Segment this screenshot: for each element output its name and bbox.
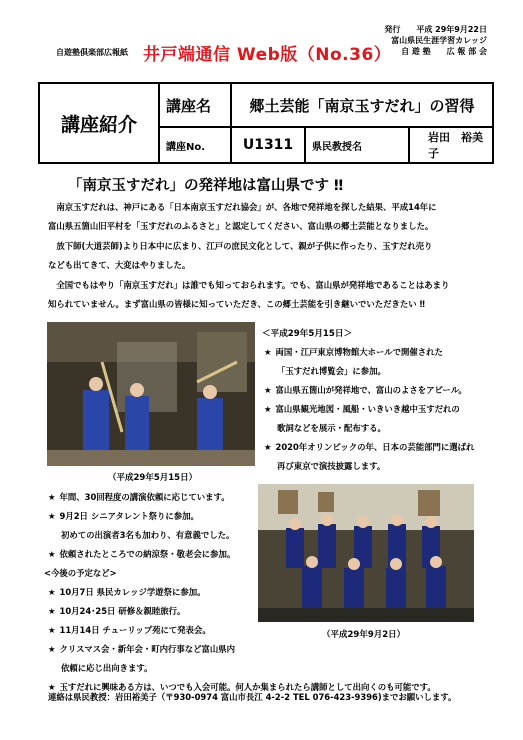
plans-heading: <今後の予定など> bbox=[44, 568, 117, 578]
star-bullet-icon: ★ bbox=[264, 404, 272, 414]
intro-paragraph bbox=[48, 198, 480, 314]
plan-item-text: 11月14日 チューリップ苑にて発表会。 bbox=[59, 625, 211, 635]
contact-footer: 連絡は県民教授：岩田裕美子（〒930-0974 富山市長江 4-2-2 TEL 076-423-9396)までお願いします。 bbox=[48, 692, 457, 702]
event-item-text: 富山県五箇山が発祥地で、富山のよさをアピール。 bbox=[275, 385, 467, 395]
club-name: 自遊塾倶楽部広報紙 bbox=[56, 48, 128, 57]
headline: 「南京玉すだれ」の発祥地は富山県です ‼ bbox=[68, 178, 344, 194]
issuer-block bbox=[384, 24, 487, 57]
course-name-label: 講座名 bbox=[159, 83, 231, 127]
issuer-dept: 自 遊 塾 広 報 部 会 bbox=[401, 47, 487, 56]
event-item bbox=[264, 419, 474, 438]
plan-item-text: 玉すだれに興味ある方は、いつでも入会可能。何人か集まられたら講師として出向くのも可能です。 bbox=[59, 682, 436, 692]
star-bullet-icon: ★ bbox=[48, 644, 56, 654]
plan-item-text: クリスマス会・新年会・町内行事など富山県内 bbox=[59, 644, 236, 654]
intro-line: 南京玉すだれは、神戸にある「日本南京玉すだれ協会」が、各地で発祥地を探した結果、平成14年に bbox=[48, 202, 437, 212]
event-item-text: 2020年オリンピックの年、日本の芸能部門に選ばれ bbox=[275, 442, 475, 452]
issue-date: 発行 平成 29年9月22日 bbox=[384, 25, 487, 34]
activity-item bbox=[48, 488, 235, 507]
star-bullet-icon: ★ bbox=[48, 682, 56, 692]
intro-line: なども出てきて、大変はやりました。 bbox=[48, 260, 191, 271]
event-item-text: 富山県観光地図・風船・いきいき越中玉すだれの bbox=[275, 404, 460, 414]
event-item bbox=[264, 400, 474, 419]
event-item-text: 両国・江戸東京博物館大ホールで開催された bbox=[275, 347, 443, 357]
star-bullet-icon: ★ bbox=[48, 606, 56, 616]
star-bullet-icon: ★ bbox=[48, 511, 56, 521]
activity-item-text: 初めての出演者3名も加わり、有意義でした。 bbox=[61, 530, 235, 540]
star-bullet-icon: ★ bbox=[48, 625, 56, 635]
star-bullet-icon: ★ bbox=[264, 385, 272, 395]
event-list bbox=[264, 343, 474, 476]
activity-item bbox=[48, 545, 235, 564]
course-no-label: 講座No. bbox=[159, 127, 231, 163]
star-bullet-icon: ★ bbox=[264, 442, 272, 452]
plan-item-text: 10月7日 県民カレッジ学遊祭に参加。 bbox=[59, 587, 206, 597]
photo-may-performance bbox=[47, 322, 255, 466]
photo-may-image bbox=[47, 322, 255, 466]
plan-item bbox=[48, 583, 436, 602]
star-bullet-icon: ★ bbox=[48, 549, 56, 559]
star-bullet-icon: ★ bbox=[48, 492, 56, 502]
event-item-text: 歌詞などを展示・配布する。 bbox=[277, 423, 386, 433]
plan-item bbox=[48, 602, 436, 621]
plan-item bbox=[48, 621, 436, 640]
course-no-value: U1311 bbox=[231, 127, 305, 163]
plan-list bbox=[48, 583, 436, 697]
course-info-table bbox=[38, 82, 494, 164]
intro-line: 富山県五箇山旧平村を「玉すだれのふるさと」と認定してください、富山県の郷土芸能となりました。 bbox=[48, 221, 434, 232]
event-item bbox=[264, 438, 474, 457]
photo-may-caption: （平成29年5月15日） bbox=[108, 473, 198, 483]
event-item bbox=[264, 381, 474, 400]
intro-line: 放下師(大道芸師)より日本中に広まり、江戸の庶民文化として、親が子供に作ったり、玉すだれ売り bbox=[48, 240, 433, 251]
event-date-heading: ＜平成29年5月15日＞ bbox=[262, 329, 353, 339]
issuer-org: 富山県民生涯学習カレッジ bbox=[391, 36, 487, 45]
activity-item-text: 9月2日 シニアタレント祭りに参加。 bbox=[59, 511, 199, 521]
plan-item-text: 依頼に応じ出向きます。 bbox=[61, 663, 153, 673]
activity-list bbox=[48, 488, 235, 564]
course-title: 郷土芸能「南京玉すだれ」の習得 bbox=[231, 83, 493, 127]
event-item bbox=[264, 362, 474, 381]
star-bullet-icon: ★ bbox=[264, 347, 272, 357]
activity-item bbox=[48, 526, 235, 545]
star-bullet-icon: ★ bbox=[48, 587, 56, 597]
plan-item bbox=[48, 659, 436, 678]
teacher-name: 岩田 裕美子 bbox=[409, 127, 493, 163]
event-item bbox=[264, 343, 474, 362]
teacher-label: 県民教授名 bbox=[305, 127, 409, 163]
activity-item bbox=[48, 507, 235, 526]
intro-line: 知られていません。まず富山県の皆様に知っていただき、この郷土芸能を引き継いでいただきたい ‼ bbox=[48, 299, 425, 310]
intro-line: 全国でもはやり「南京玉すだれ」は誰でも知っておられます。でも、富山県が発祥地であることはあまり bbox=[48, 279, 450, 290]
newsletter-title: 井戸端通信 Web版（No.36） bbox=[143, 45, 392, 65]
activity-item-text: 依頼されたところでの納涼祭・敬老会に参加。 bbox=[59, 549, 236, 559]
photo-sept-caption: （平成29年9月2日） bbox=[322, 630, 406, 640]
plan-item-text: 10月24･25日 研修＆親睦旅行。 bbox=[59, 606, 186, 616]
activity-item-text: 年間、30回程度の講演依頼に応じています。 bbox=[59, 492, 230, 502]
course-intro-label: 講座紹介 bbox=[39, 83, 159, 163]
event-item bbox=[264, 457, 474, 476]
plan-item bbox=[48, 640, 436, 659]
event-item-text: 「玉すだれ博覧会」に参加。 bbox=[277, 366, 386, 376]
event-item-text: 再び東京で演技披露します。 bbox=[277, 461, 386, 471]
